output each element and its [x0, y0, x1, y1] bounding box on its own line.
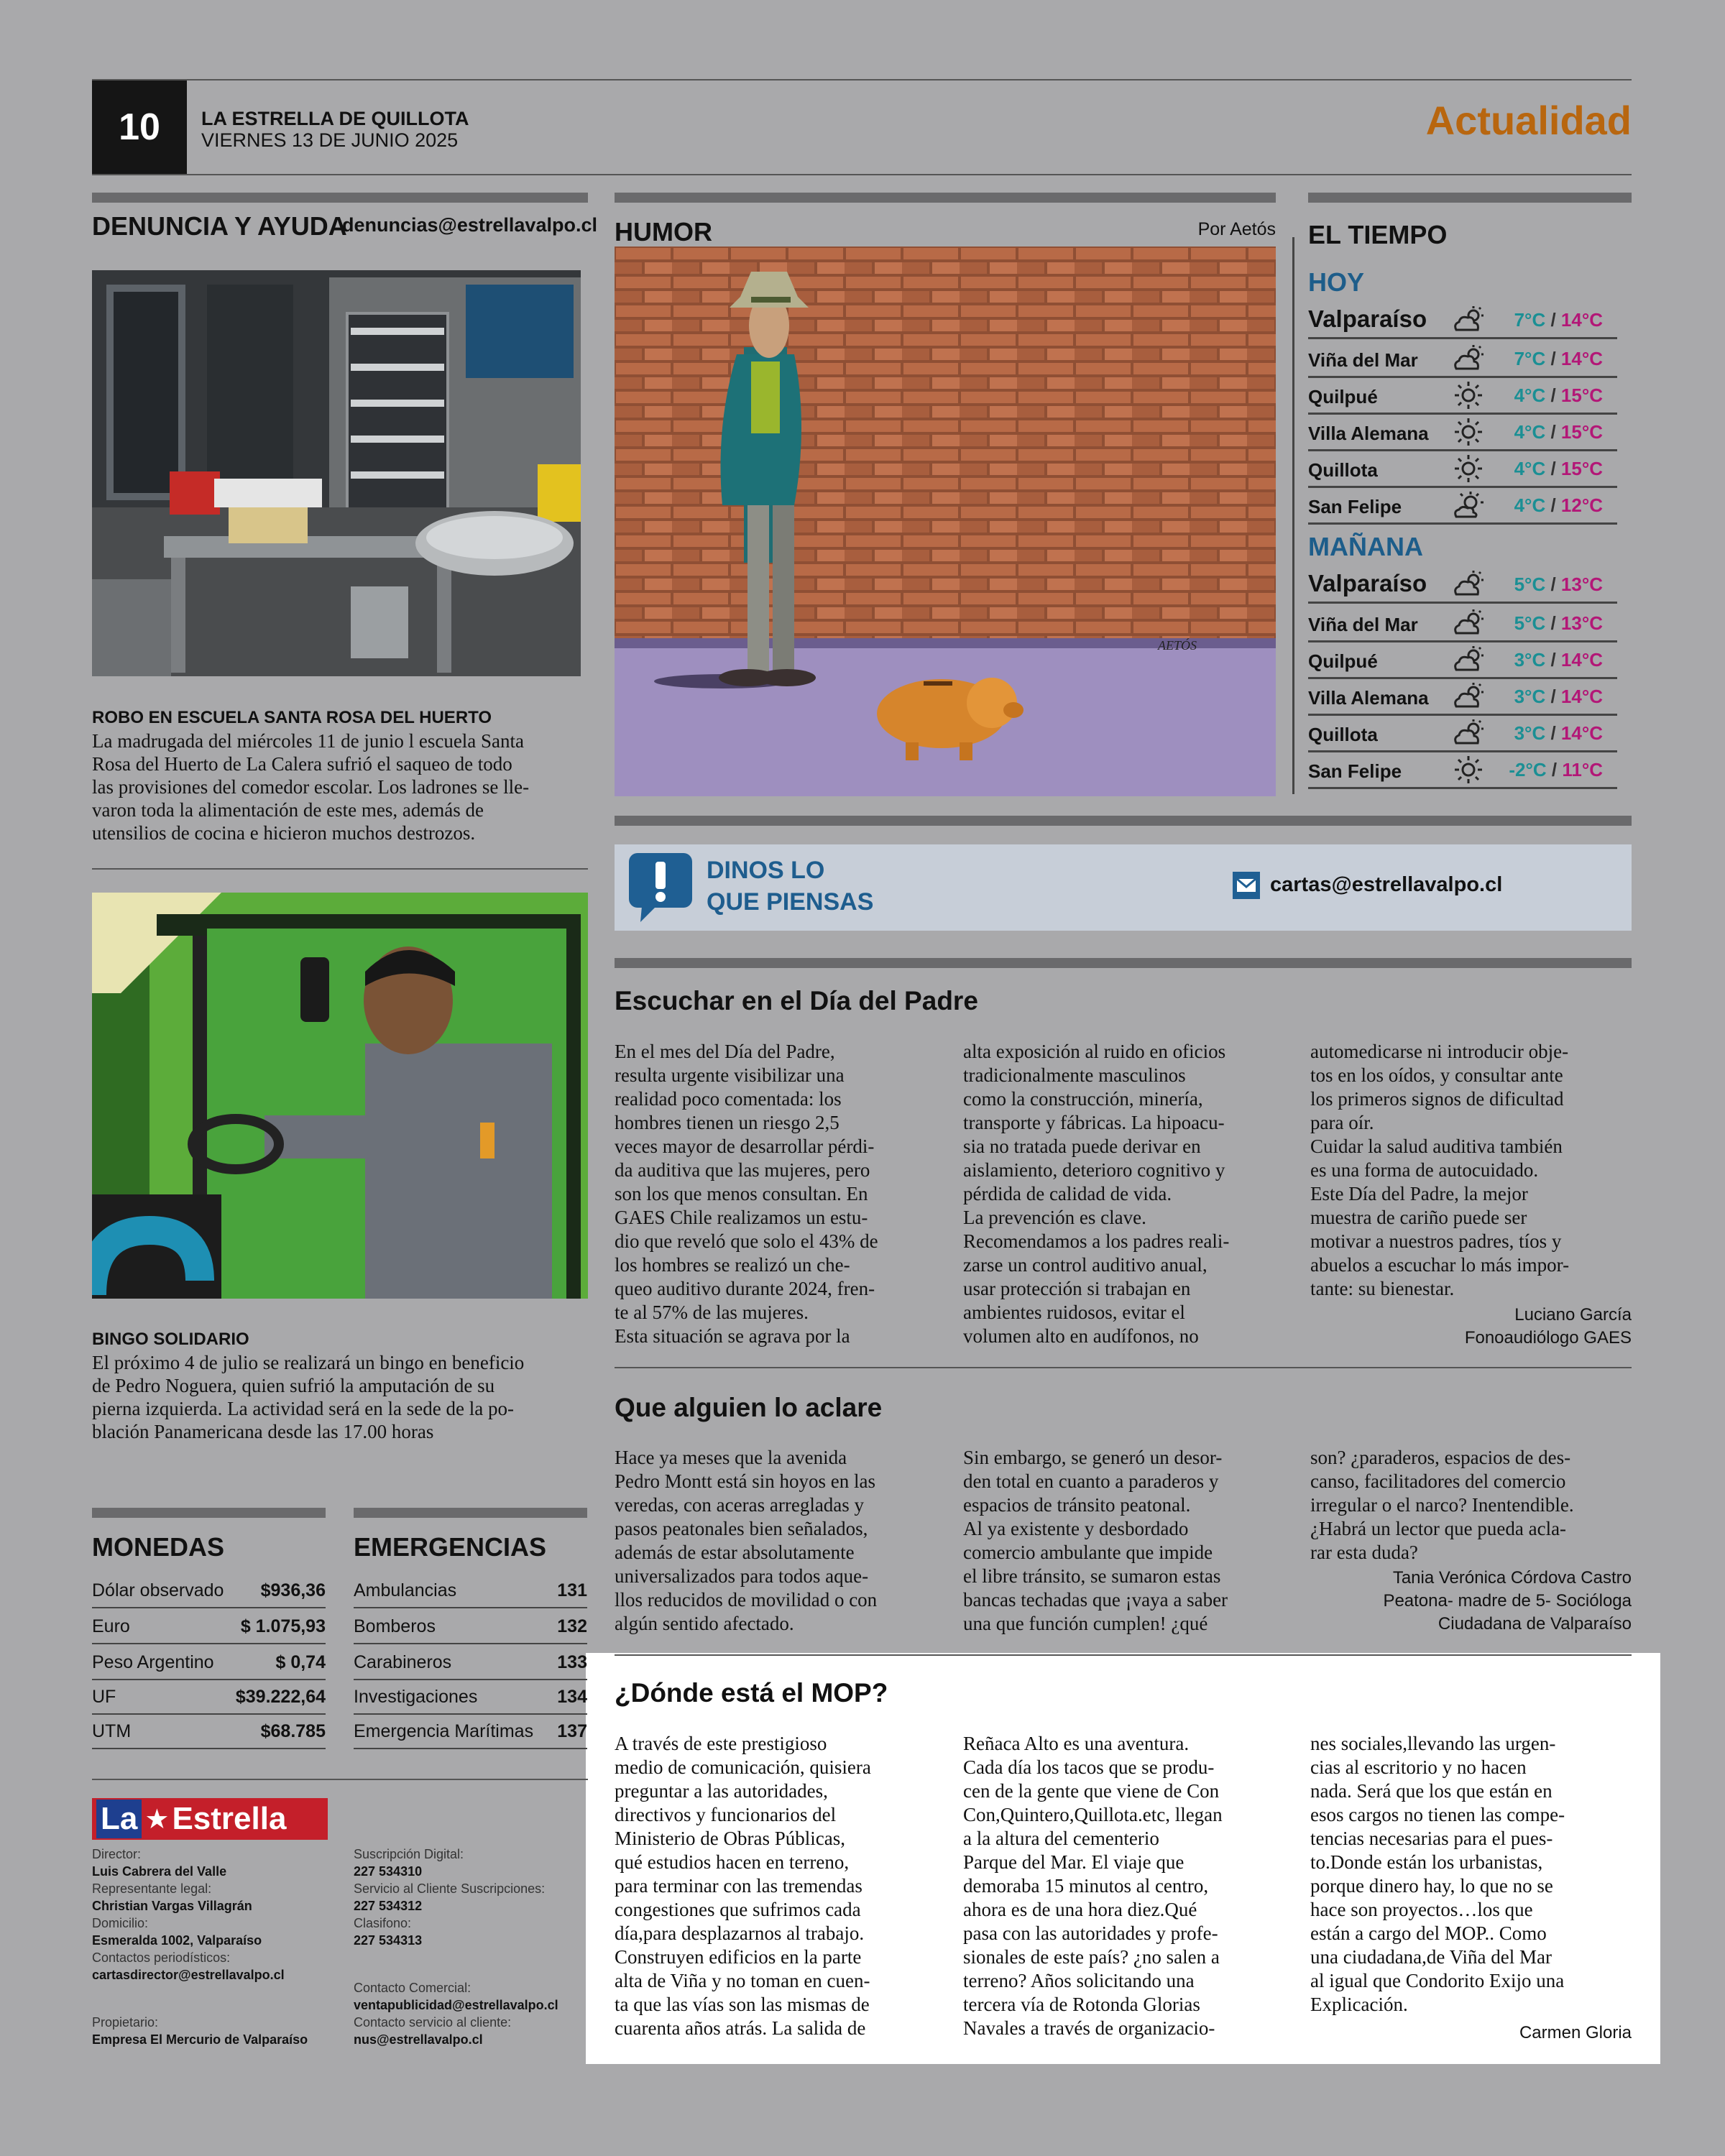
sun-icon [1452, 754, 1485, 786]
denuncia-email[interactable]: denuncias@estrellavalpo.cl [342, 214, 597, 236]
partly-cloudy-icon [1452, 717, 1485, 749]
sun-icon [1452, 379, 1485, 411]
school-kitchen-photo [92, 270, 581, 676]
staff-contacts: Contacto Comercial: ventapublicidad@estrellavalpo.cl Contacto servicio al cliente: nus@estrellavalpo.cl [354, 1981, 558, 2047]
weather-row [1308, 753, 1617, 789]
letter-2-col-1: Hace ya meses que la avenida Pedro Montt está sin hoyos en las veredas, con aceras arregladas y pasos peatonales bien señalados, además de estar absolutamente universalizados para todos aque- llos reducidos de movilidad o con algún sentido afectado. [615, 1447, 878, 1634]
speech-bubble-icon [627, 852, 694, 923]
partly-cloudy-icon [1452, 568, 1485, 600]
column-rule [92, 193, 588, 203]
weather-temperature: -2°C / 11°C [1509, 759, 1603, 780]
weather-city: Viña del Mar [1308, 349, 1418, 371]
weather-row [1308, 680, 1617, 716]
weather-temperature: 3°C / 14°C [1514, 686, 1603, 707]
monedas-row: UTM $68.785 [92, 1715, 326, 1749]
weather-temperature: 4°C / 15°C [1514, 458, 1603, 479]
weather-city: San Felipe [1308, 760, 1402, 782]
weather-column-divider [1292, 237, 1294, 794]
staff-list-left: Director: Luis Cabrera del Valle Representante legal: Christian Vargas Villagrán Domicilio: Esmeralda 1002, Valparaíso Contactos periodísticos: cartasdirector@estrellavalpo.cl [92, 1847, 285, 1982]
cartoon-signature: AETÓS [1158, 638, 1197, 653]
weather-temperature: 4°C / 12°C [1514, 494, 1603, 516]
weather-city: Quillota [1308, 459, 1378, 481]
letter-3-col-2: Reñaca Alto es una aventura. Cada día los tacos que se produ- cen de la gente que viene de Con Con,Quintero,Quillota.etc, llegan a la altura del cementerio Parque del Mar. El viaje que demoraba 15 minutos al centro, ahora es de una hora diez.Qué pasa con las autoridades y profe- sionales de este país? ¿no salen a terreno? Años solicitando una tercera vía de Rotonda Glorias Navales a través de organizacio- [963, 1733, 1223, 2039]
letter-divider [615, 1654, 1632, 1656]
letter-2-col-2: Sin embargo, se generó un desor- den total en cuanto a paraderos y espacios de tránsito peatonal. Al ya existente y desbordado comercio ambulante que impide el libre tránsito, se sumaron estas bancas techadas que ¡vaya a saber una que función cumplen! ¿qué [963, 1447, 1228, 1634]
weather-city: San Felipe [1308, 496, 1402, 517]
monedas-row: Peso Argentino $ 0,74 [92, 1646, 326, 1680]
letter-2-col-3: son? ¿paraderos, espacios de des- canso, facilitadores del comercio irregular o el narco? Inentendible. ¿Habrá un lector que pueda acla- rar esta duda? [1310, 1447, 1574, 1563]
staff-owner: Propietario: Empresa El Mercurio de Valparaíso [92, 2015, 308, 2047]
partly-cloudy-icon [1452, 681, 1485, 712]
weather-temperature: 4°C / 15°C [1514, 421, 1603, 443]
weather-city: Quilpué [1308, 650, 1378, 672]
letter-3-col-1: A través de este prestigioso medio de comunicación, quisiera preguntar a las autoridades, directivos y funcionarios del Ministerio de Obras Públicas, qué estudios hacen en terreno, para terminar con las tremendas congestiones que sufrimos cada día,para desplazarnos al trabajo. Construyen edificios en la parte alta de Viña y no toman en cuen- ta que las vías son las mismas de cuarenta años atrás. La salida de [615, 1733, 871, 2039]
weather-city: Villa Alemana [1308, 687, 1429, 709]
news-2-title: BINGO SOLIDARIO [92, 1330, 249, 1349]
section-title: Actualidad [1425, 98, 1632, 143]
weather-row [1308, 562, 1617, 604]
emergencias-row: Emergencia Marítimas 137 [354, 1715, 587, 1749]
weather-row [1308, 489, 1617, 525]
letter-2-title: Que alguien lo aclare [615, 1393, 883, 1422]
weather-temperature: 3°C / 14°C [1514, 649, 1603, 671]
weather-row [1308, 379, 1617, 415]
letter-3-col-3: nes sociales,llevando las urgen- cias al escritorio y no hacen nada. Será que los que están en esos cargos no tienen las compe- tencias necesarias para el pues- to.Donde están los urbanistas, porque dinero hay, lo que no se hace son proyectos…los que están a cargo del MOP.. Como una ciudadana,de Viña del Mar al igual que Condorito Exijo una Explicación. [1310, 1733, 1565, 2015]
weather-city: Valparaíso [1308, 570, 1427, 596]
monedas-row: Euro $ 1.075,93 [92, 1610, 326, 1644]
weather-row [1308, 452, 1617, 488]
humor-rule [615, 193, 1276, 203]
emergencias-rule [354, 1508, 587, 1518]
weather-temperature: 5°C / 13°C [1514, 612, 1603, 634]
humor-author: Por Aetós [1197, 219, 1276, 239]
weather-city: Villa Alemana [1308, 423, 1429, 444]
news-1-title: ROBO EN ESCUELA SANTA ROSA DEL HUERTO [92, 708, 492, 727]
weather-row [1308, 607, 1617, 642]
letter-1-col-2: alta exposición al ruido en oficios tradicionalmente masculinos como la construcción, minería, transporte y fábricas. La hipoacu- sia no tratada puede derivar en aislamiento, deterioro cognitivo y pérdida de calidad de vida. La prevención es clave. Recomendamos a los padres reali- zarse un control auditivo anual, usar protección si trabajan en ambientes ruidosos, evitar el volumen alto en audífonos, no [963, 1041, 1230, 1347]
monedas-title: MONEDAS [92, 1532, 225, 1562]
partly-cloudy-icon [1452, 304, 1485, 336]
page-number: 10 [92, 80, 187, 174]
letter-2-signature: Tania Verónica Córdova Castro Peatona- madre de 5- Socióloga Ciudadana de Valparaíso [1383, 1568, 1632, 1634]
monedas-row: UF $39.222,64 [92, 1680, 326, 1715]
header-bottom-rule [92, 174, 1632, 175]
cloud-sun-icon [1452, 489, 1485, 521]
paper-date: VIERNES 13 DE JUNIO 2025 [201, 129, 459, 151]
letter-1-col-1: En el mes del Día del Padre, resulta urgente visibilizar una realidad poco comentada: los hombres tienen un riesgo 2,5 veces mayor de desarrollar pérdi- da auditiva que las mujeres, pero son los que menos consultan. En GAES Chile realizamos un estu- dio que reveló que solo el 43% de los hombres se realizó un che- queo auditivo durante 2024, fren- te al 57% de las mujeres. Esta situación se agrava por la [615, 1041, 878, 1347]
weather-temperature: 4°C / 15°C [1514, 384, 1603, 406]
dinos-top-rule [615, 816, 1632, 826]
weather-temperature: 3°C / 14°C [1514, 722, 1603, 744]
weather-city: Viña del Mar [1308, 614, 1418, 635]
weather-day-tomorrow: MAÑANA [1308, 532, 1423, 561]
mail-icon [1233, 872, 1260, 899]
sun-icon [1452, 416, 1485, 448]
partly-cloudy-icon [1452, 607, 1485, 639]
emergencias-row: Bomberos 132 [354, 1610, 587, 1644]
section-divider [92, 868, 588, 870]
weather-city: Quillota [1308, 724, 1378, 745]
letter-1-signature: Luciano García Fonoaudiólogo GAES [1464, 1305, 1632, 1348]
weather-title: EL TIEMPO [1308, 220, 1448, 249]
letter-divider [615, 1367, 1632, 1368]
weather-row [1308, 717, 1617, 752]
emergencias-title: EMERGENCIAS [354, 1532, 547, 1562]
monedas-rule [92, 1508, 326, 1518]
news-1-text: La madrugada del miércoles 11 de junio l escuela Santa Rosa del Huerto de La Calera sufrió el saqueo de todo las provisiones del comedor escolar. Los ladrones se lle- varon toda la alimentación de este mes, además de utensilios de cocina e hicieron muchos destrozos. [92, 730, 530, 844]
bingo-photo [92, 893, 588, 1299]
staff-list-right: Suscripción Digital: 227 534310 Servicio al Cliente Suscripciones: 227 534312 Clasifono: 227 534313 [354, 1847, 546, 1948]
monedas-row: Dólar observado $936,36 [92, 1574, 326, 1608]
emergencias-row: Investigaciones 134 [354, 1680, 587, 1715]
dinos-email[interactable]: cartas@estrellavalpo.cl [1270, 873, 1503, 896]
header-top-rule [92, 79, 1632, 80]
humor-cartoon [615, 247, 1276, 796]
partly-cloudy-icon [1452, 644, 1485, 676]
weather-temperature: 7°C / 14°C [1514, 348, 1603, 369]
weather-rule [1308, 193, 1632, 203]
la-estrella-logo: La ★ Estrella [92, 1798, 328, 1840]
news-2-text: El próximo 4 de julio se realizará un bingo en beneficio de Pedro Noguera, quien sufrió la amputación de su pierna izquierda. La actividad será en la sede de la po- blación Panamericana desde las 17.00 horas [92, 1352, 525, 1442]
emergencias-row: Carabineros 133 [354, 1646, 587, 1680]
weather-day-today: HOY [1308, 267, 1365, 297]
weather-row [1308, 415, 1617, 451]
letters-rule [615, 958, 1632, 968]
paper-name: LA ESTRELLA DE QUILLOTA [201, 108, 469, 129]
weather-row [1308, 298, 1617, 339]
denuncia-title: DENUNCIA Y AYUDA [92, 211, 347, 241]
weather-city: Quilpué [1308, 386, 1378, 407]
humor-title: HUMOR [615, 217, 712, 247]
emergencias-row: Ambulancias 131 [354, 1574, 587, 1608]
letter-1-col-3: automedicarse ni introducir obje- tos en los oídos, y consultar ante los primeros signos de dificultad para oír. Cuidar la salud auditiva también es una forma de autocuidado. Este Día del Padre, la mejor muestra de cariño puede ser motivar a nuestros padres, tíos y abuelos a escuchar lo más impor- tante: su bienestar. [1310, 1041, 1570, 1299]
weather-row [1308, 643, 1617, 679]
dinos-title: DINOS LO QUE PIENSAS [707, 857, 874, 916]
weather-row [1308, 342, 1617, 378]
sun-icon [1452, 453, 1485, 484]
letter-3-signature: Carmen Gloria [1519, 2023, 1632, 2042]
weather-temperature: 7°C / 14°C [1514, 309, 1603, 331]
partly-cloudy-icon [1452, 343, 1485, 374]
weather-city: Valparaíso [1308, 305, 1427, 332]
weather-temperature: 5°C / 13°C [1514, 573, 1603, 595]
letter-1-title: Escuchar en el Día del Padre [615, 986, 978, 1015]
star-icon: ★ [144, 1804, 170, 1835]
letter-3-title: ¿Dónde está el MOP? [615, 1678, 888, 1708]
staff-divider [92, 1779, 588, 1780]
dinos-banner [615, 844, 1632, 931]
